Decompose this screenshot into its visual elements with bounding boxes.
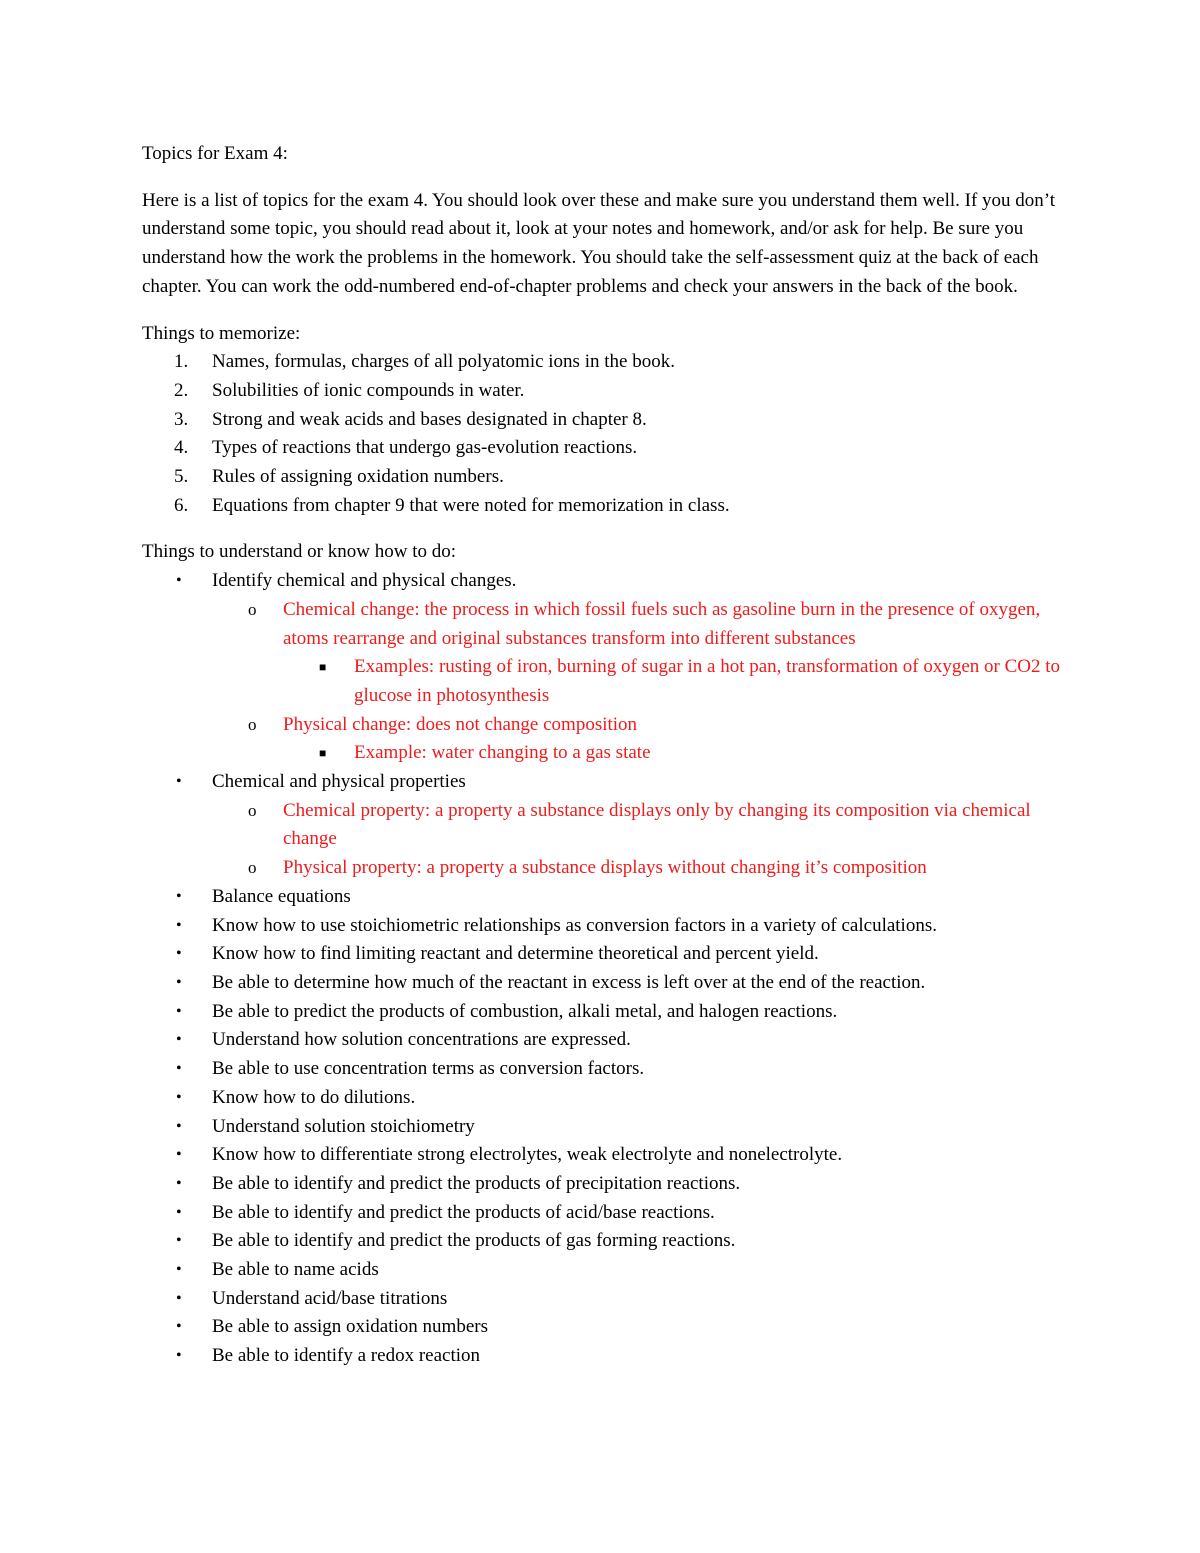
memorize-item-number: 1.	[174, 351, 189, 373]
document-title: Topics for Exam 4:	[142, 143, 288, 164]
understand-item-text: Understand acid/base titrations	[212, 1287, 448, 1309]
bullet-icon: •	[176, 916, 182, 934]
bullet-icon: •	[176, 1060, 182, 1078]
memorize-item-text: Strong and weak acids and bases designated in chapter 8.	[212, 408, 647, 430]
memorize-item-text: Solubilities of ionic compounds in water.	[212, 379, 525, 401]
understand-item-text: Be able to determine how much of the reactant in excess is left over at the end of the reaction.	[212, 971, 926, 993]
sub-item-text: Physical change: does not change composition	[283, 713, 638, 735]
understand-item-text: Balance equations	[212, 885, 351, 907]
circle-bullet-icon: o	[248, 599, 257, 619]
bullet-icon: •	[176, 973, 182, 991]
sub-item-text: Chemical change: the process in which fossil fuels such as gasoline burn in the presence of oxygen, atoms rearrange and original substances transform into different substances	[283, 598, 1041, 649]
memorize-item	[142, 463, 1062, 492]
circle-bullet-icon: o	[248, 714, 257, 734]
memorize-item-text: Equations from chapter 9 that were noted for memorization in class.	[212, 494, 730, 516]
sub-item	[142, 711, 1062, 768]
memorize-item	[142, 434, 1062, 463]
understand-item-text: Be able to assign oxidation numbers	[212, 1316, 488, 1338]
understand-item	[142, 1313, 1062, 1342]
memorize-item-text: Names, formulas, charges of all polyatomic ions in the book.	[212, 351, 675, 373]
understand-item-text: Know how to find limiting reactant and determine theoretical and percent yield.	[212, 943, 819, 965]
understand-heading: Things to understand or know how to do:	[142, 541, 457, 563]
subsub-list	[283, 653, 1062, 710]
understand-item	[142, 1285, 1062, 1314]
understand-item-text: Be able to identify and predict the products of gas forming reactions.	[212, 1230, 736, 1252]
understand-item	[142, 1199, 1062, 1228]
understand-item-text: Be able to identify a redox reaction	[212, 1345, 481, 1367]
circle-bullet-icon: o	[248, 858, 257, 878]
sub-list	[212, 596, 1062, 768]
memorize-item-number: 5.	[174, 466, 189, 488]
understand-item-text: Be able to identify and predict the products of acid/base reactions.	[212, 1201, 715, 1223]
understand-item	[142, 1256, 1062, 1285]
bullet-icon: •	[176, 1318, 182, 1336]
bullet-icon: •	[176, 1347, 182, 1365]
understand-item-text: Be able to predict the products of combustion, alkali metal, and halogen reactions.	[212, 1000, 838, 1022]
memorize-item-text: Rules of assigning oxidation numbers.	[212, 466, 504, 488]
understand-list	[142, 567, 1062, 1371]
square-bullet-icon: ■	[319, 660, 327, 675]
understand-item-text: Be able to name acids	[212, 1259, 379, 1281]
sub-item	[142, 854, 1062, 883]
bullet-icon: •	[176, 1232, 182, 1250]
intro-paragraph: Here is a list of topics for the exam 4. You should look over these and make sure you understand them well. If you don’t understand some topic, you should read about it, look at your notes and homework, and/or ask for help. Be sure you understand how the work the problems in the homework. You should take the self-assessment quiz at the back of each chapter. You can work the odd-numbered end-of-chapter problems and check your answers in the back of the book.	[142, 189, 1056, 297]
bullet-icon: •	[176, 572, 182, 590]
understand-item	[142, 768, 1062, 883]
sub-list	[212, 797, 1062, 883]
bullet-icon: •	[176, 887, 182, 905]
understand-item	[142, 1170, 1062, 1199]
subsub-item-text: Example: water changing to a gas state	[354, 742, 651, 764]
memorize-item	[142, 348, 1062, 377]
memorize-item-number: 3.	[174, 408, 189, 430]
memorize-item-text: Types of reactions that undergo gas-evolution reactions.	[212, 437, 638, 459]
understand-item	[142, 998, 1062, 1027]
sub-item	[142, 596, 1062, 711]
bullet-icon: •	[176, 1174, 182, 1192]
understand-item	[142, 1113, 1062, 1142]
document-page	[142, 140, 1062, 1371]
bullet-icon: •	[176, 1117, 182, 1135]
understand-item-text: Understand solution stoichiometry	[212, 1115, 475, 1137]
subsub-item	[142, 653, 1062, 710]
understand-item	[142, 940, 1062, 969]
memorize-list	[142, 348, 1062, 520]
memorize-item-number: 2.	[174, 379, 189, 401]
sub-item-text: Physical property: a property a substance displays without changing it’s composition	[283, 857, 927, 879]
understand-item	[142, 912, 1062, 941]
sub-item	[142, 797, 1062, 854]
understand-item	[142, 1026, 1062, 1055]
square-bullet-icon: ■	[319, 746, 327, 761]
understand-item	[142, 969, 1062, 998]
memorize-item	[142, 492, 1062, 521]
understand-item-text: Chemical and physical properties	[212, 771, 466, 793]
bullet-icon: •	[176, 1002, 182, 1020]
memorize-heading: Things to memorize:	[142, 322, 301, 344]
understand-item	[142, 1342, 1062, 1371]
bullet-icon: •	[176, 945, 182, 963]
bullet-icon: •	[176, 1146, 182, 1164]
understand-item	[142, 1055, 1062, 1084]
subsub-item	[142, 739, 1062, 768]
memorize-item-number: 4.	[174, 437, 189, 459]
understand-item	[142, 1141, 1062, 1170]
understand-item-text: Know how to do dilutions.	[212, 1086, 416, 1108]
understand-item	[142, 1227, 1062, 1256]
sub-item-text: Chemical property: a property a substance displays only by changing its composition via chemical change	[283, 799, 1031, 850]
understand-item-text: Know how to differentiate strong electrolytes, weak electrolyte and nonelectrolyte.	[212, 1144, 843, 1166]
bullet-icon: •	[176, 1031, 182, 1049]
understand-item-text: Identify chemical and physical changes.	[212, 570, 517, 592]
understand-item-text: Understand how solution concentrations are expressed.	[212, 1029, 631, 1051]
subsub-list	[283, 739, 1062, 768]
bullet-icon: •	[176, 1088, 182, 1106]
understand-item	[142, 567, 1062, 768]
subsub-item-text: Examples: rusting of iron, burning of sugar in a hot pan, transformation of oxygen or CO2 to glucose in photosynthesis	[354, 656, 1061, 706]
memorize-item-number: 6.	[174, 494, 189, 516]
understand-item-text: Be able to use concentration terms as conversion factors.	[212, 1058, 645, 1080]
circle-bullet-icon: o	[248, 800, 257, 820]
memorize-item	[142, 406, 1062, 435]
understand-item-text: Know how to use stoichiometric relationships as conversion factors in a variety of calculations.	[212, 914, 937, 936]
bullet-icon: •	[176, 1289, 182, 1307]
bullet-icon: •	[176, 1261, 182, 1279]
understand-item	[142, 1084, 1062, 1113]
bullet-icon: •	[176, 773, 182, 791]
understand-item	[142, 883, 1062, 912]
memorize-item	[142, 377, 1062, 406]
bullet-icon: •	[176, 1203, 182, 1221]
understand-item-text: Be able to identify and predict the products of precipitation reactions.	[212, 1172, 741, 1194]
